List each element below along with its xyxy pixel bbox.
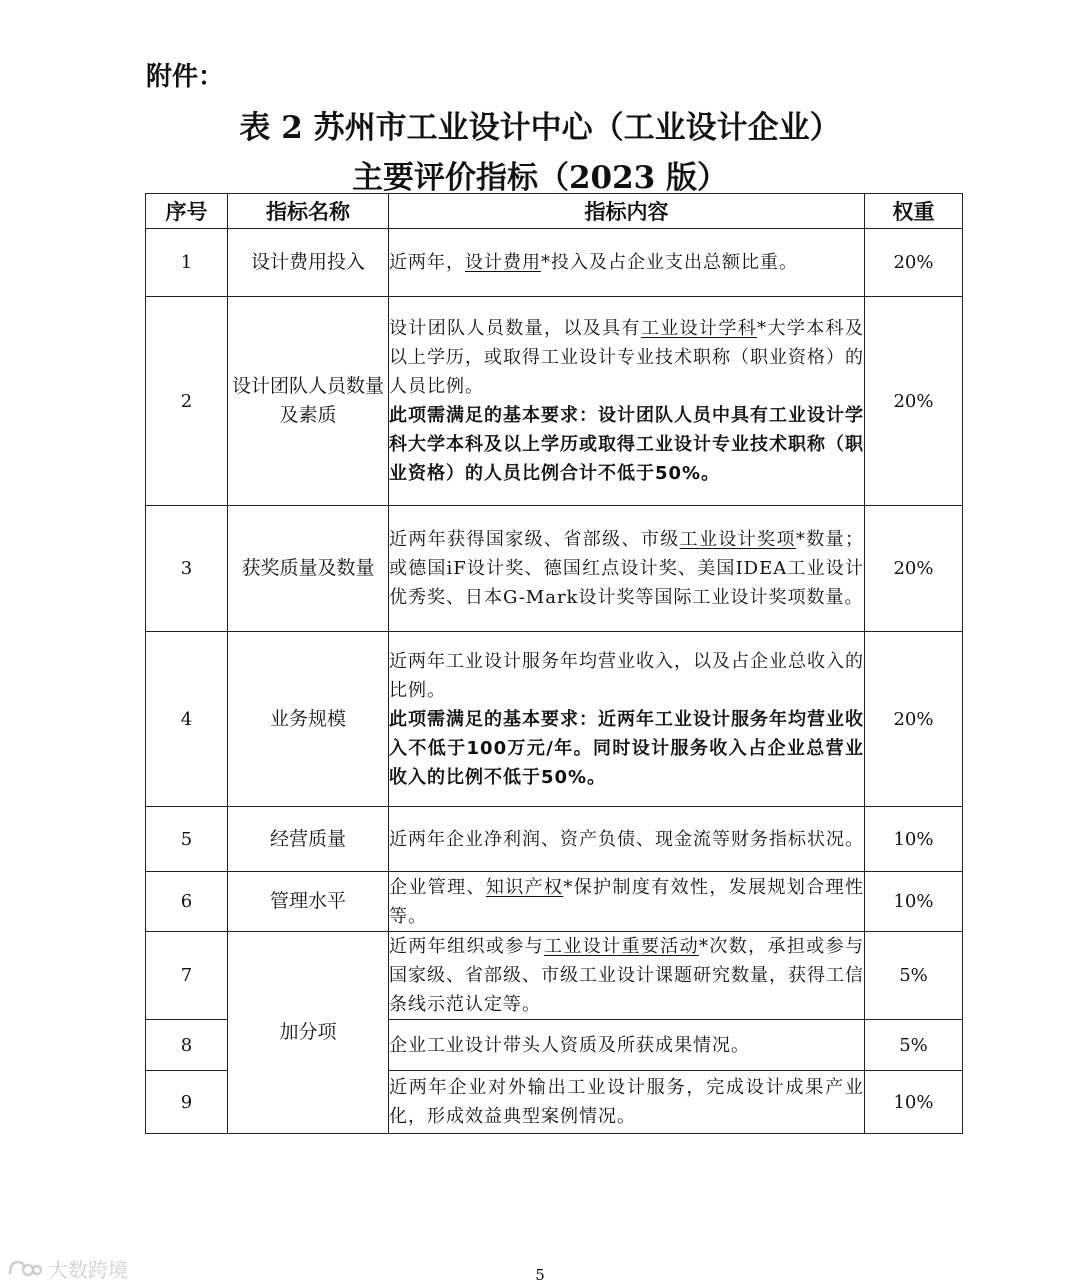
indicator-weight: 20% <box>865 632 963 807</box>
table-header-row <box>146 194 963 229</box>
indicator-weight: 5% <box>865 932 963 1020</box>
indicator-content: 近两年组织或参与工业设计重要活动*次数，承担或参与国家级、省部级、市级工业设计课题研究数量，获得工信条线示范认定等。 <box>389 932 865 1020</box>
row-number: 5 <box>146 807 228 872</box>
indicator-weight: 10% <box>865 872 963 932</box>
indicator-content: 近两年，设计费用*投入及占企业支出总额比重。 <box>389 229 865 297</box>
indicator-weight: 5% <box>865 1020 963 1071</box>
table-row <box>146 932 963 1020</box>
table-title-line1: 表 2 苏州市工业设计中心（工业设计企业） <box>239 110 841 146</box>
indicator-content: 近两年获得国家级、省部级、市级工业设计奖项*数量；或德国iF设计奖、德国红点设计奖、美国IDEA工业设计优秀奖、日本G-Mark设计奖等国际工业设计奖项数量。 <box>389 506 865 632</box>
header-weight: 权重 <box>865 194 963 229</box>
basic-requirement: 此项需满足的基本要求：近两年工业设计服务年均营业收入不低于100万元/年。同时设计服务收入占企业总营业收入的比例不低于50%。 <box>389 708 864 788</box>
table-row <box>146 872 963 932</box>
indicator-name: 获奖质量及数量 <box>228 506 389 632</box>
row-number: 4 <box>146 632 228 807</box>
table-title-line2: 主要评价指标（2023 版） <box>351 160 729 196</box>
row-number: 1 <box>146 229 228 297</box>
indicator-name-bonus: 加分项 <box>228 932 389 1134</box>
header-no: 序号 <box>146 194 228 229</box>
indicator-name: 设计团队人员数量及素质 <box>228 297 389 506</box>
indicator-content: 近两年工业设计服务年均营业收入，以及占企业总收入的比例。 此项需满足的基本要求：近两年工业设计服务年均营业收入不低于100万元/年。同时设计服务收入占企业总营业收入的比例不低于50%。 <box>389 632 865 807</box>
indicator-content: 设计团队人员数量，以及具有工业设计学科*大学本科及以上学历，或取得工业设计专业技术职称（职业资格）的人员比例。 此项需满足的基本要求：设计团队人员中具有工业设计学科大学本科及以上学历或取得工业设计专业技术职称（职业资格）的人员比例合计不低于50%。 <box>389 297 865 506</box>
row-number: 9 <box>146 1071 228 1134</box>
indicator-weight: 10% <box>865 1071 963 1134</box>
table-row <box>146 807 963 872</box>
underlined-term: 工业设计奖项 <box>679 529 796 550</box>
indicator-content: 企业工业设计带头人资质及所获成果情况。 <box>389 1020 865 1071</box>
indicator-content: 近两年企业净利润、资产负债、现金流等财务指标状况。 <box>389 807 865 872</box>
row-number: 8 <box>146 1020 228 1071</box>
header-name: 指标名称 <box>228 194 389 229</box>
header-content: 指标内容 <box>389 194 865 229</box>
evaluation-table <box>145 193 963 1134</box>
underlined-term: 知识产权 <box>485 876 564 898</box>
indicator-name: 业务规模 <box>228 632 389 807</box>
underlined-term: 设计费用 <box>465 252 541 273</box>
underlined-term: 工业设计学科 <box>640 318 758 339</box>
attachment-label: 附件： <box>146 62 225 92</box>
row-number: 6 <box>146 872 228 932</box>
row-number: 3 <box>146 506 228 632</box>
indicator-weight: 20% <box>865 297 963 506</box>
table-row <box>146 297 963 506</box>
table-row <box>146 229 963 297</box>
underlined-term: 工业设计重要活动 <box>544 936 699 957</box>
table-row <box>146 632 963 807</box>
indicator-name: 经营质量 <box>228 807 389 872</box>
indicator-weight: 10% <box>865 807 963 872</box>
indicator-weight: 20% <box>865 229 963 297</box>
table-row <box>146 506 963 632</box>
indicator-name: 设计费用投入 <box>228 229 389 297</box>
indicator-content: 企业管理、知识产权*保护制度有效性，发展规划合理性等。 <box>389 872 865 932</box>
basic-requirement: 此项需满足的基本要求：设计团队人员中具有工业设计学科大学本科及以上学历或取得工业设计专业技术职称（职业资格）的人员比例合计不低于50%。 <box>389 405 864 484</box>
indicator-content: 近两年企业对外输出工业设计服务，完成设计成果产业化，形成效益典型案例情况。 <box>389 1071 865 1134</box>
row-number: 7 <box>146 932 228 1020</box>
page-number: 5 <box>535 1266 545 1284</box>
indicator-weight: 20% <box>865 506 963 632</box>
indicator-name: 管理水平 <box>228 872 389 932</box>
row-number: 2 <box>146 297 228 506</box>
watermark-text: 大数跨境 <box>48 1258 128 1282</box>
